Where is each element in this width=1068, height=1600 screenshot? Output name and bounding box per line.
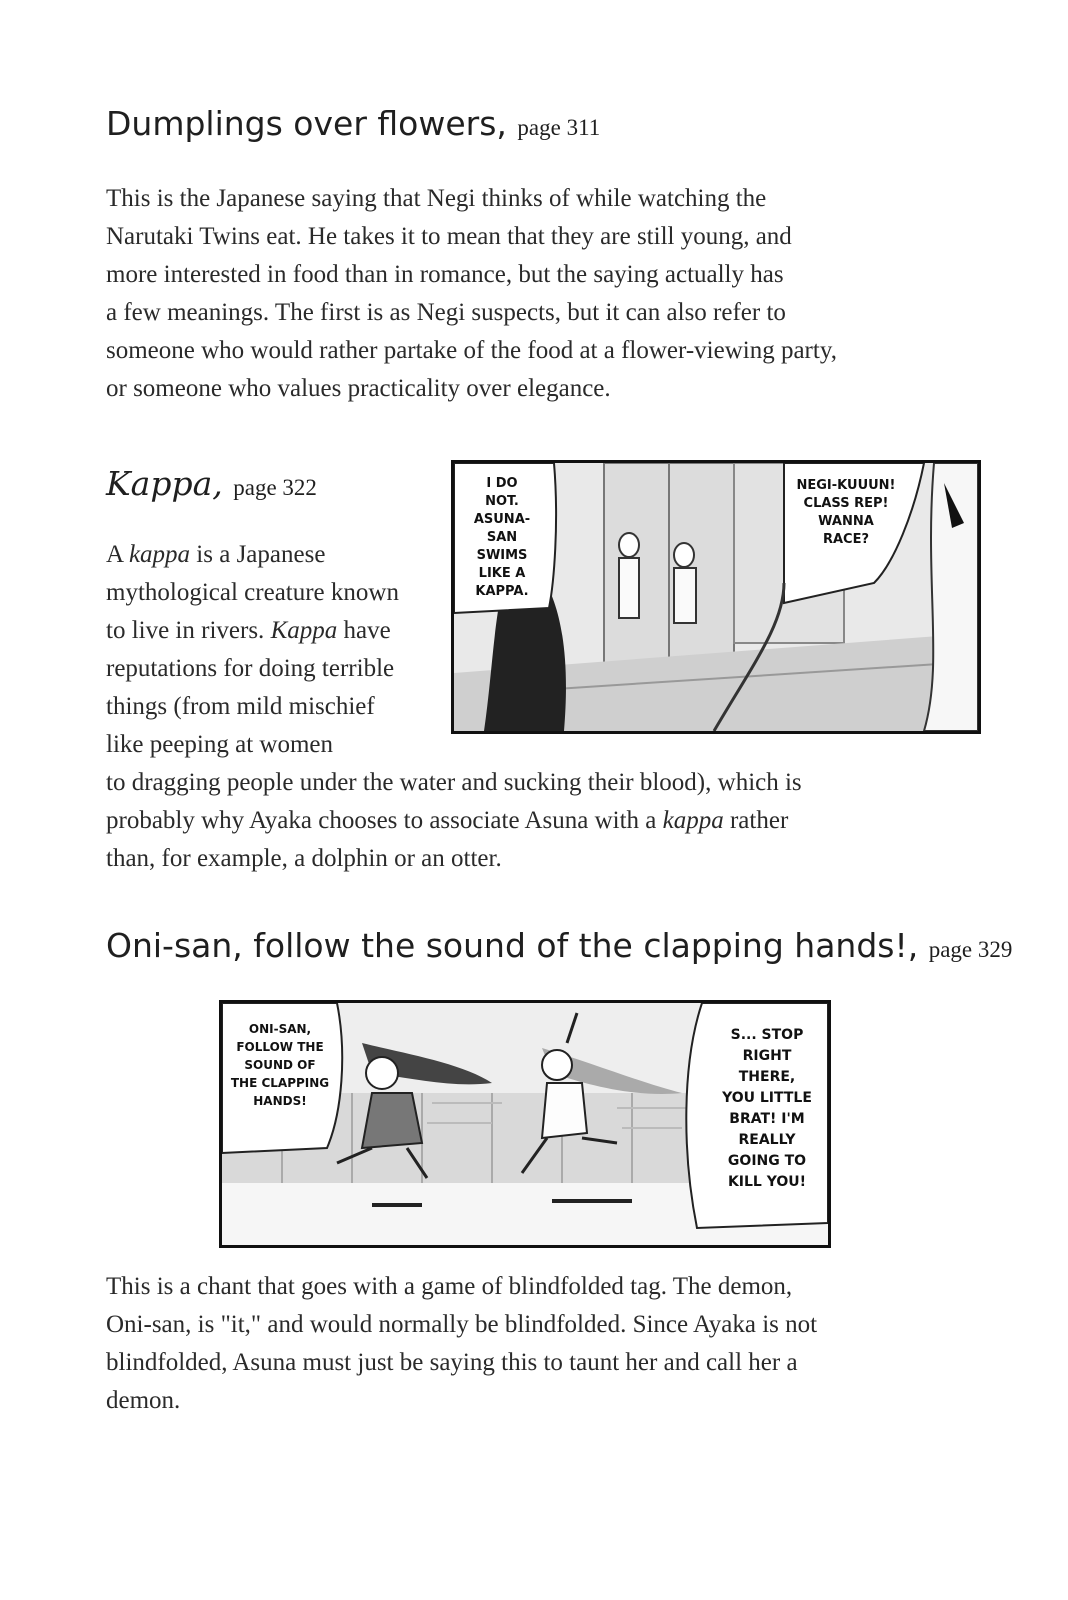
bubble-line: ONI-SAN, (248, 1022, 312, 1036)
text-run: than, for example, a dolphin or an otter. (106, 845, 502, 872)
text-line: someone who would rather partake of the food at a flower-viewing party, (106, 337, 837, 364)
page-reference: page 329 (928, 937, 1013, 962)
bubble-line: REALLY (738, 1132, 796, 1148)
manga-panel-oni-san (219, 1000, 831, 1248)
bubble-line: BRAT! I'M (729, 1111, 805, 1127)
bubble-line: SWIMS (476, 548, 528, 563)
manga-panel-oni-san-art (222, 1003, 828, 1245)
text-line: This is the Japanese saying that Negi thinks of while watching the (106, 185, 767, 212)
text-run: A (106, 541, 129, 568)
section-heading-kappa (106, 464, 317, 503)
bubble-line: RIGHT (742, 1048, 792, 1064)
bubble-line: S... STOP (730, 1027, 804, 1043)
bubble-line: YOU LITTLE (722, 1090, 812, 1106)
section-title: Kappa, (106, 464, 223, 503)
bubble-line: I DO (486, 476, 518, 491)
bubble-line: NEGI-KUUUN! (796, 478, 896, 493)
bubble-line: SAN (486, 530, 518, 545)
italic-term: kappa (662, 807, 724, 834)
bubble-line: ASUNA- (473, 512, 531, 527)
text-line: Oni-san, is "it," and would normally be blindfolded. Since Ayaka is not (106, 1311, 818, 1338)
section-heading-oni-san (106, 926, 1012, 965)
section-heading-dumplings (106, 104, 600, 143)
manga-panel-kappa-art (454, 463, 978, 731)
section-title: Oni-san, follow the sound of the clapping hands!, (106, 926, 919, 965)
text-line (106, 802, 802, 840)
text-run: to live in rivers. (106, 617, 271, 644)
bubble-line: FOLLOW THE (236, 1040, 324, 1054)
bubble-line: SOUND OF (244, 1058, 316, 1072)
manga-panel-kappa (451, 460, 981, 734)
bubble-line: LIKE A (478, 566, 526, 581)
bubble-line: CLASS REP! (803, 496, 889, 511)
text-line: a few meanings. The first is as Negi suspects, but it can also refer to (106, 299, 786, 326)
text-line: This is a chant that goes with a game of blindfolded tag. The demon, (106, 1273, 793, 1300)
section-body-oni-san (106, 1268, 817, 1420)
page-reference: page 311 (517, 115, 601, 140)
bubble-line: THERE, (738, 1069, 796, 1085)
text-line: Narutaki Twins eat. He takes it to mean that they are still young, and (106, 223, 792, 250)
text-run: to dragging people under the water and sucking their blood), which is (106, 769, 802, 796)
text-run: mythological creature known (106, 579, 399, 606)
bubble-line: WANNA (818, 514, 874, 529)
italic-term: Kappa (270, 617, 338, 644)
bubble-line: KAPPA. (475, 584, 529, 599)
text-line (106, 840, 802, 878)
bubble-line: GOING TO (727, 1153, 807, 1169)
section-body-dumplings (106, 180, 837, 408)
text-line: blindfolded, Asuna must just be saying this to taunt her and call her a (106, 1349, 798, 1376)
text-run: like peeping at women (106, 731, 334, 758)
text-line: more interested in food than in romance, but the saying actually has (106, 261, 784, 288)
bubble-line: RACE? (822, 532, 870, 547)
text-run: rather (723, 807, 789, 834)
bubble-line: THE CLAPPING (230, 1076, 330, 1090)
section-title: Dumplings over flowers, (106, 104, 507, 143)
text-run: probably why Ayaka chooses to associate Asuna with a (106, 807, 663, 834)
text-line (106, 764, 802, 802)
text-line: or someone who values practicality over elegance. (106, 375, 611, 402)
bubble-line: HANDS! (253, 1094, 307, 1108)
page-reference: page 322 (233, 475, 317, 500)
bubble-line: KILL YOU! (727, 1174, 807, 1190)
text-run: is a Japanese (190, 541, 326, 568)
text-run: have (337, 617, 391, 644)
text-run: reputations for doing terrible (106, 655, 395, 682)
text-line: demon. (106, 1387, 181, 1414)
bubble-line: NOT. (485, 494, 519, 509)
italic-term: kappa (128, 541, 191, 568)
text-run: things (from mild mischief (106, 693, 375, 720)
